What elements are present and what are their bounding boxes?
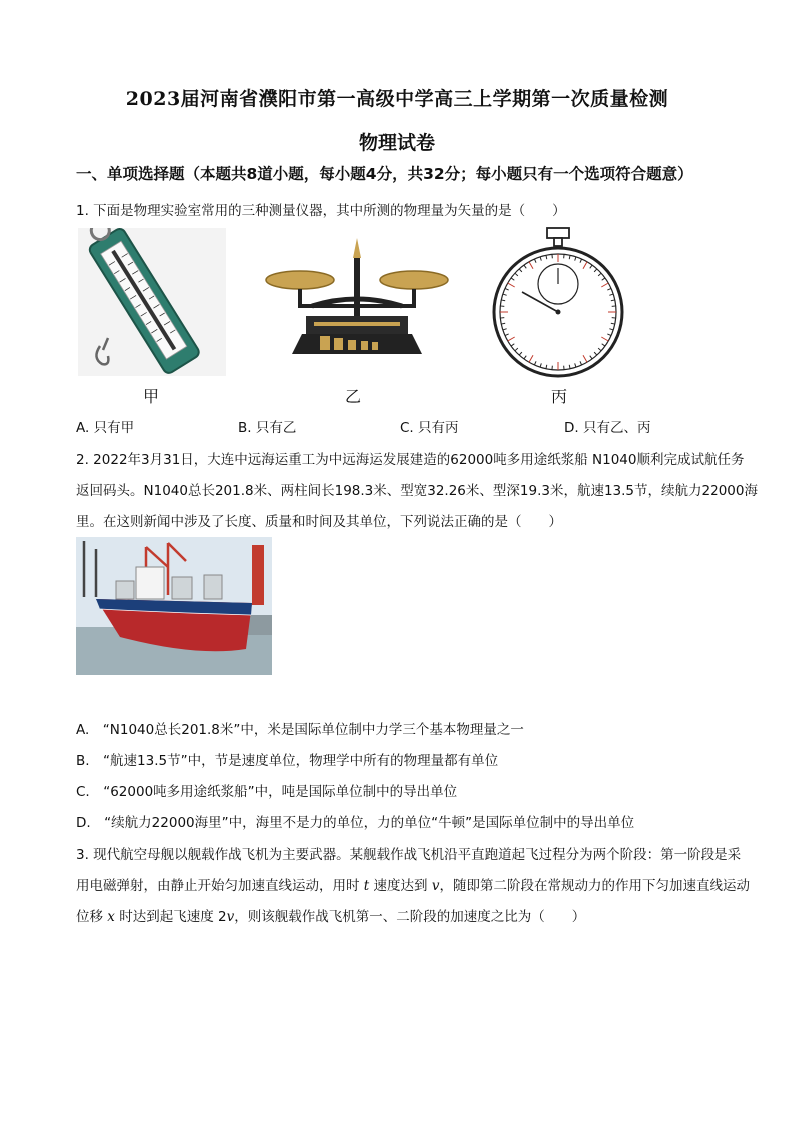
q1-option-b[interactable]: B. 只有乙 [238, 420, 297, 436]
q3-text: 速度达到 [369, 878, 432, 894]
q2-option-c[interactable]: C. “62000吨多用途纸浆船”中，吨是国际单位制中的导出单位 [76, 784, 458, 800]
exam-title: 2023届河南省濮阳市第一高级中学高三上学期第一次质量检测 [125, 88, 669, 110]
exam-subtitle: 物理试卷 [358, 132, 435, 154]
q3-var-x: x [107, 909, 115, 925]
q1-option-a[interactable]: A. 只有甲 [76, 420, 135, 436]
q2-option-d[interactable]: D. “续航力22000海里”中，海里不是力的单位，力的单位“牛顿”是国际单位制中的导出单位 [76, 815, 635, 831]
q3-text: ，则该舰载作战飞机第一、二阶段的加速度之比为（ ） [234, 909, 586, 925]
stopwatch-image [488, 226, 628, 378]
q2-option-b[interactable]: B. “航速13.5节”中，节是速度单位，物理学中所有的物理量都有单位 [76, 753, 499, 769]
q1-option-d[interactable]: D. 只有乙、丙 [564, 420, 651, 436]
q2-stem-line-1: 2. 2022年3月31日，大连中远海运重工为中远海运发展建造的62000吨多用途纸浆船 N1040顺利完成试航任务 [76, 452, 745, 468]
q3-text: 位移 [76, 909, 108, 925]
q2-stem-line-2: 返回码头。N1040总长201.8米、两柱间长198.3米、型宽32.26米、型深19.3米，航速13.5节，续航力22000海 [76, 483, 758, 499]
q2-stem-line-3: 里。在这则新闻中涉及了长度、质量和时间及其单位，下列说法正确的是（ ） [76, 514, 562, 530]
q3-stem-line-1: 3. 现代航空母舰以舰载作战飞机为主要武器。某舰载作战飞机沿平直跑道起飞过程分为两个阶段：第一阶段是采 [76, 847, 742, 863]
spring-scale-image [78, 228, 226, 376]
q2-option-a[interactable]: A. “N1040总长201.8米”中，米是国际单位制中力学三个基本物理量之一 [76, 722, 524, 738]
q3-stem-line-2 [76, 874, 750, 894]
q1-stem: 1. 下面是物理实验室常用的三种测量仪器，其中所测的物理量为矢量的是（ ） [76, 203, 566, 219]
q3-text: ，随即第二阶段在常规动力的作用下匀加速直线运动 [439, 878, 750, 894]
label-bing: 丙 [551, 387, 568, 406]
q1-option-c[interactable]: C. 只有丙 [400, 420, 459, 436]
q3-text: 用电磁弹射，由静止开始匀加速直线运动，用时 [76, 878, 364, 894]
q3-stem-line-3 [76, 905, 585, 925]
label-jia: 甲 [143, 387, 160, 406]
ship-image [76, 537, 272, 675]
q3-var-v: v [431, 878, 440, 894]
label-yi: 乙 [345, 387, 362, 406]
q3-var-v2: v [226, 909, 235, 925]
section-heading: 一、单项选择题（本题共8道小题，每小题4分，共32分；每小题只有一个选项符合题意） [76, 165, 693, 183]
q3-text: 时达到起飞速度 2 [114, 909, 227, 925]
balance-scale-image [262, 236, 452, 364]
q3-var-t: t [363, 878, 370, 894]
